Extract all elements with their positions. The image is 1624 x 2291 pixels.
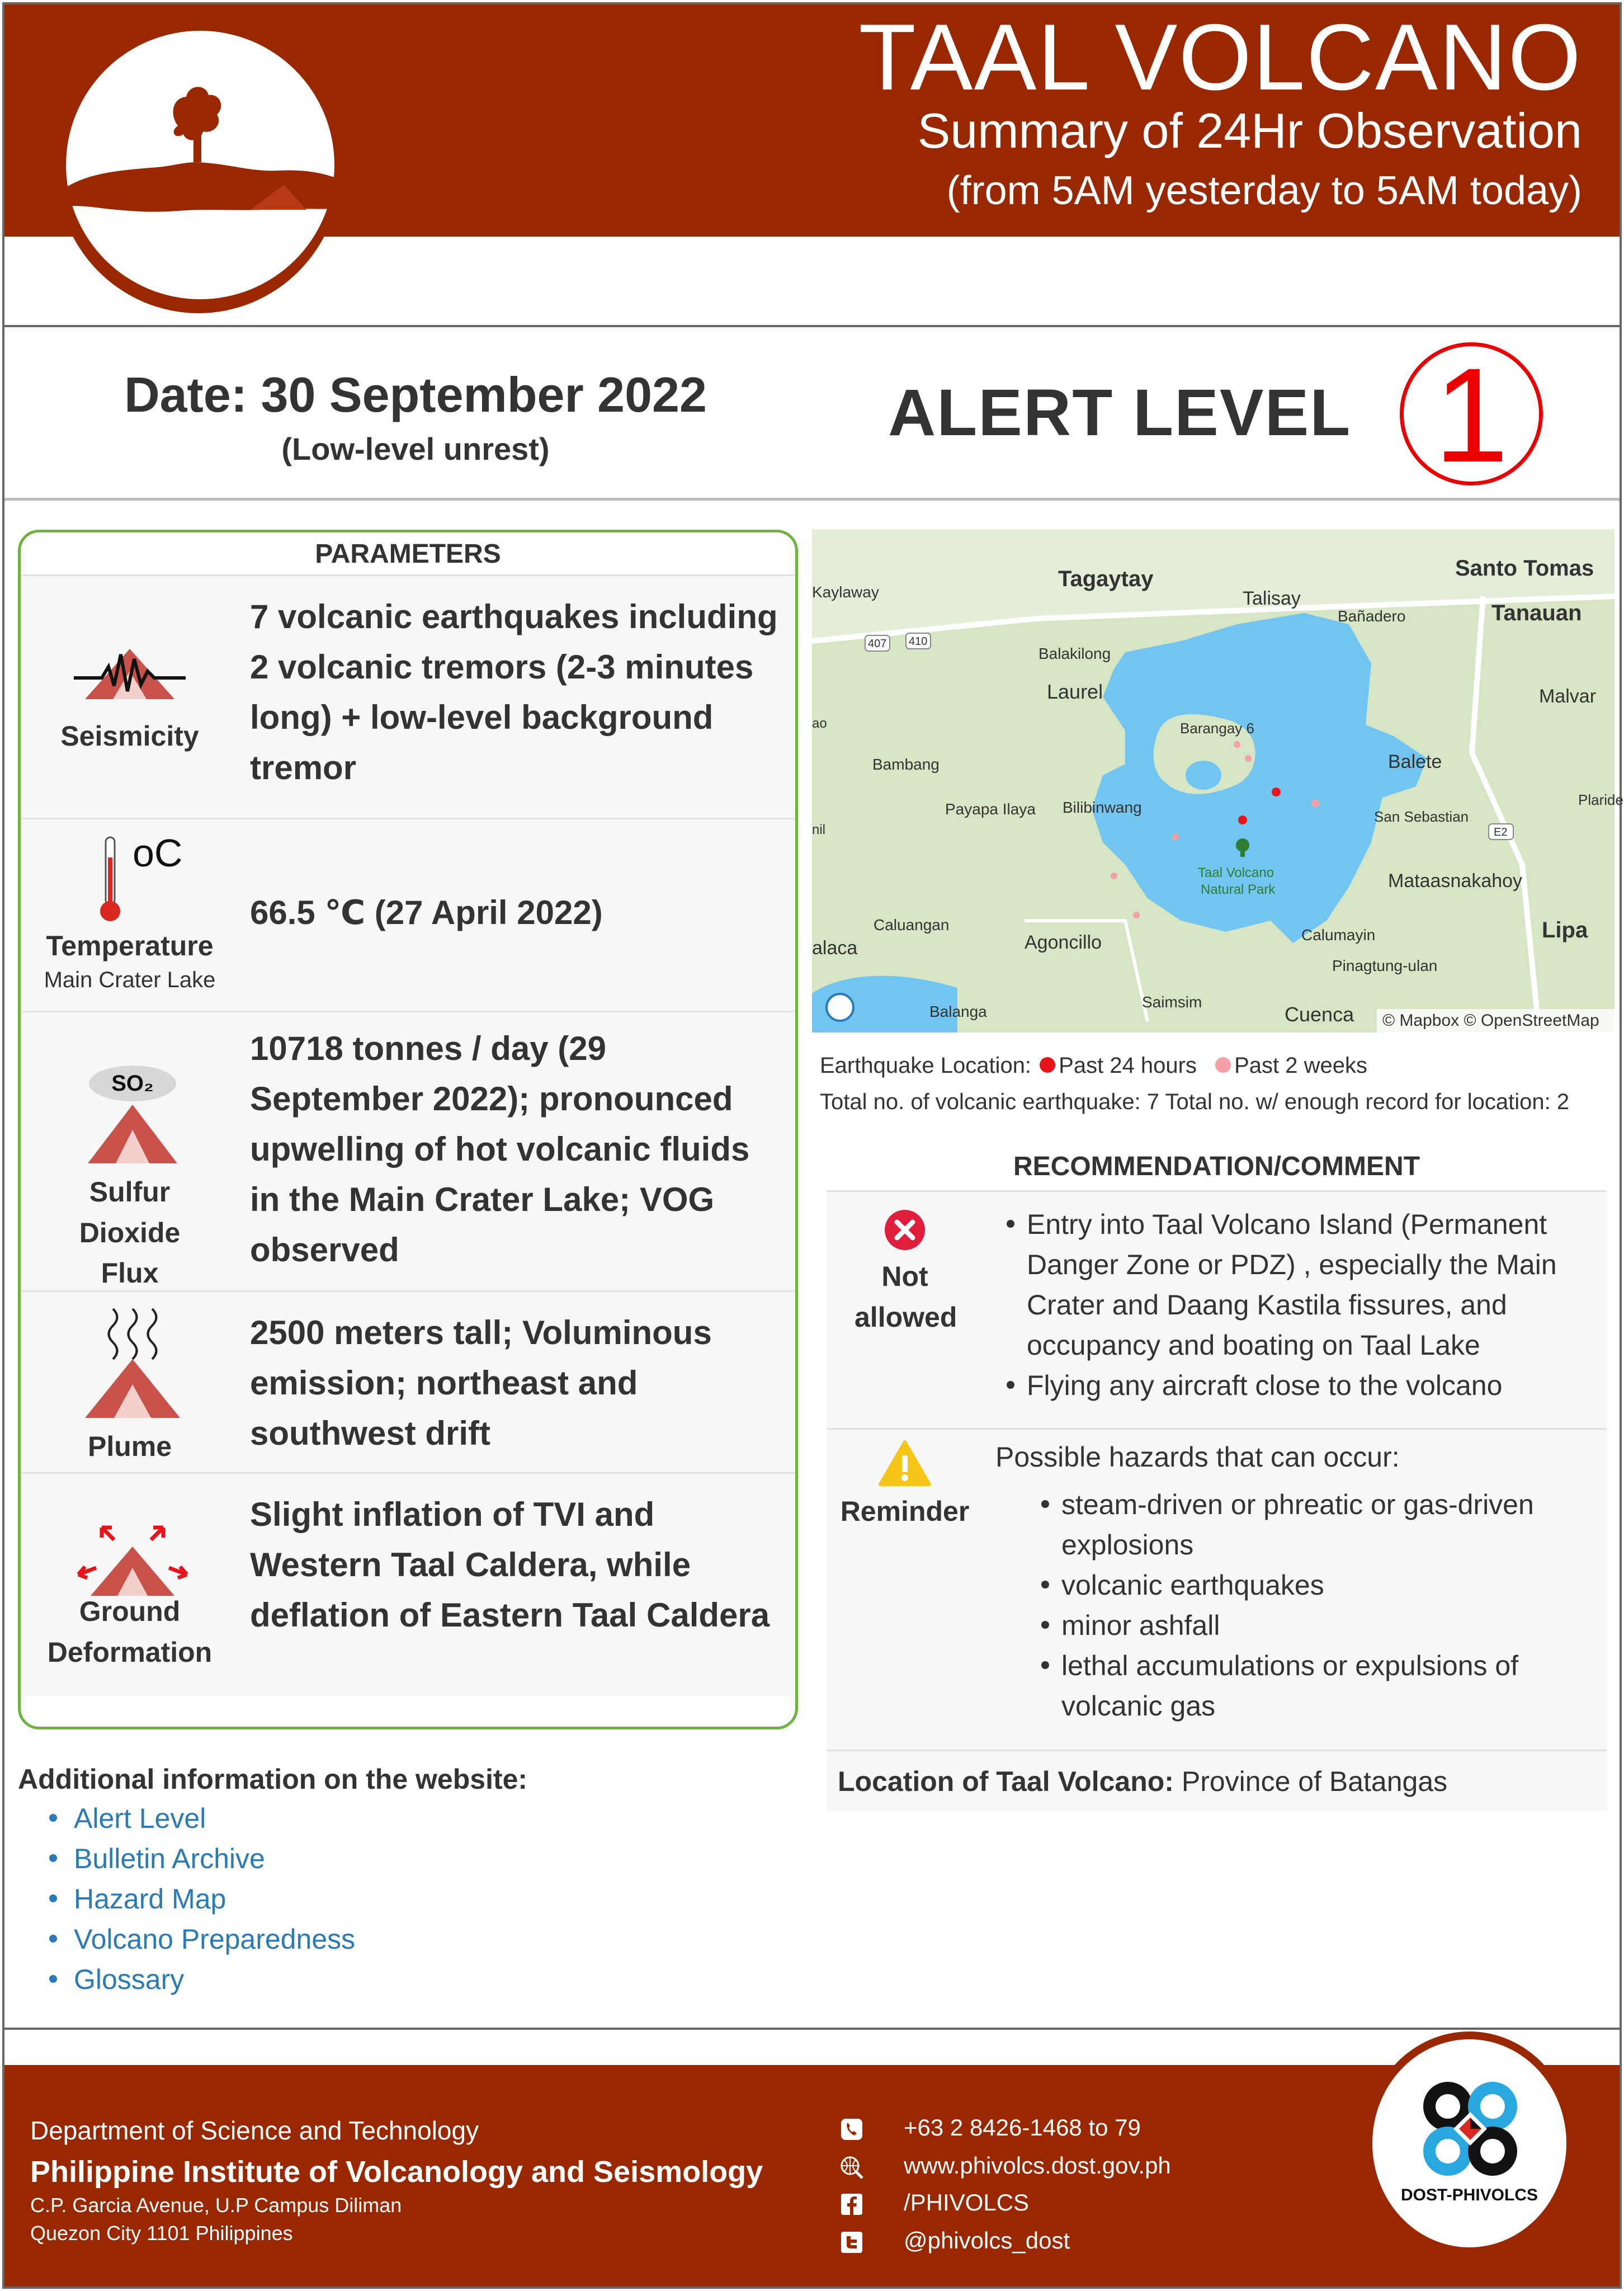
map-label-talisay: Talisay bbox=[1243, 588, 1301, 609]
legend-older-dot bbox=[1215, 1057, 1231, 1073]
map-label-alaca: alaca bbox=[812, 937, 858, 959]
map-label-malvar: Malvar bbox=[1539, 686, 1597, 707]
reminder-row bbox=[827, 1428, 1607, 1750]
map-label-balete: Balete bbox=[1388, 751, 1442, 772]
plume-label: Plume bbox=[87, 1431, 172, 1462]
map-label-balanga: Balanga bbox=[929, 1003, 987, 1020]
dost-phivolcs-logo bbox=[1365, 2031, 1574, 2255]
link-bulletin-archive[interactable]: Bulletin Archive bbox=[45, 1839, 355, 1879]
hazard-item: volcanic earthquakes bbox=[1040, 1565, 1588, 1605]
alert-level-badge bbox=[1400, 340, 1543, 490]
map-label-caluangan: Caluangan bbox=[874, 916, 950, 934]
footer-address-line2: Quezon City 1101 Philippines bbox=[30, 2222, 293, 2245]
footer-logo-text: DOST-PHIVOLCS bbox=[1400, 2186, 1538, 2204]
earthquake-map[interactable] bbox=[812, 529, 1623, 1033]
recommendation-title: RECOMMENDATION/COMMENT bbox=[1013, 1152, 1420, 1181]
bulletin-date: Date: 30 September 2022 bbox=[124, 367, 707, 422]
map-label-laurel: Laurel bbox=[1047, 680, 1103, 703]
map-label-lipa: Lipa bbox=[1542, 918, 1588, 942]
hazard-item: minor ashfall bbox=[1040, 1605, 1588, 1646]
deformation-value: Slight inflation of TVI and Western Taal Caldera, while deflation of Eastern Taal Caldera bbox=[250, 1496, 770, 1634]
map-attribution: © Mapbox © OpenStreetMap bbox=[1382, 1011, 1599, 1030]
so2-label: Sulfur Dioxide Flux bbox=[79, 1176, 181, 1289]
ground-deformation-icon bbox=[74, 1519, 191, 1597]
twitter-handle: @phivolcs_dost bbox=[904, 2227, 1070, 2254]
earthquake-totals: Total no. of volcanic earthquake: 7 Total no. w/ enough record for location: 2 bbox=[820, 1090, 1570, 1114]
param-so2 bbox=[21, 1011, 795, 1290]
param-deformation bbox=[21, 1472, 795, 1696]
link-hazard-map[interactable]: Hazard Map bbox=[45, 1879, 355, 1919]
date-alert-row bbox=[4, 330, 1620, 501]
seismograph-icon bbox=[74, 638, 186, 705]
parameters-title: PARAMETERS bbox=[315, 539, 501, 569]
temperature-label: Temperature bbox=[46, 930, 214, 961]
map-road-e2: E2 bbox=[1494, 826, 1508, 838]
plume-value: 2500 meters tall; Voluminous emission; northeast and southwest drift bbox=[250, 1314, 712, 1452]
phone-icon bbox=[839, 2116, 865, 2142]
not-allowed-item: Entry into Taal Volcano Island (Permanent Danger Zone or PDZ) , especially the Main Crater and Daang Kastila fissures, and occupancy and boating on Taal Lake bbox=[1005, 1204, 1587, 1365]
map-label-kaylaway: Kaylaway bbox=[812, 583, 879, 601]
website-url: www.phivolcs.dost.gov.ph bbox=[904, 2152, 1171, 2179]
hazard-item: steam-driven or phreatic or gas-driven explosions bbox=[1040, 1484, 1588, 1565]
warning-icon bbox=[878, 1440, 932, 1487]
temperature-value: 66.5 ℃ (27 April 2022) bbox=[250, 894, 603, 931]
facebook-handle: /PHIVOLCS bbox=[904, 2189, 1030, 2215]
map-label-tanauan: Tanauan bbox=[1491, 601, 1582, 625]
alert-level-number: 1 bbox=[1434, 340, 1509, 490]
seismicity-value: 7 volcanic earthquakes including 2 volcanic tremors (2-3 minutes long) + low-level background tremor bbox=[250, 598, 778, 786]
so2-badge: SO₂ bbox=[111, 1071, 154, 1096]
seismicity-label: Seismicity bbox=[60, 720, 199, 752]
not-allowed-row bbox=[827, 1190, 1607, 1428]
map-label-calumayin: Calumayin bbox=[1301, 926, 1376, 944]
phone-number: +63 2 8426-1468 to 79 bbox=[904, 2114, 1141, 2141]
plume-icon bbox=[79, 1303, 186, 1421]
map-legend bbox=[820, 1053, 1367, 1078]
footer-address-line1: C.P. Garcia Avenue, U.P Campus Diliman bbox=[30, 2194, 402, 2217]
param-temperature bbox=[21, 818, 795, 1011]
legend-recent-dot bbox=[1040, 1057, 1055, 1073]
twitter-icon bbox=[839, 2229, 865, 2255]
legend-older-label: Past 2 weeks bbox=[1234, 1053, 1368, 1078]
page-subtitle: Summary of 24Hr Observation bbox=[917, 103, 1582, 158]
param-plume bbox=[21, 1290, 795, 1472]
map-label-barangay6: Barangay 6 bbox=[1180, 720, 1254, 737]
volcano-island-icon bbox=[66, 31, 334, 299]
page-title: TAAL VOLCANO bbox=[858, 4, 1582, 110]
map-label-park-line2: Natural Park bbox=[1201, 882, 1276, 897]
hazard-intro: Possible hazards that can occur: bbox=[995, 1441, 1400, 1473]
prohibited-icon bbox=[884, 1209, 926, 1251]
additional-info-title: Additional information on the website: bbox=[18, 1764, 528, 1795]
alert-level-label: ALERT LEVEL bbox=[888, 376, 1352, 450]
map-road-410: 410 bbox=[909, 635, 928, 648]
legend-prefix: Earthquake Location: bbox=[820, 1053, 1032, 1078]
map-label-plaride: Plaride bbox=[1578, 791, 1623, 808]
facebook-icon bbox=[839, 2191, 865, 2217]
map-road-407: 407 bbox=[868, 638, 887, 650]
temperature-sublabel: Main Crater Lake bbox=[44, 968, 216, 992]
param-seismicity bbox=[21, 574, 795, 818]
map-label-pinagtung: Pinagtung-ulan bbox=[1332, 957, 1438, 974]
map-label-banadero: Bañadero bbox=[1338, 607, 1406, 625]
globe-search-icon bbox=[839, 2155, 865, 2180]
hazard-list bbox=[1040, 1484, 1588, 1726]
map-label-park-line1: Taal Volcano bbox=[1198, 865, 1274, 880]
volcano-location bbox=[827, 1750, 1607, 1811]
link-volcano-preparedness[interactable]: Volcano Preparedness bbox=[45, 1919, 355, 1959]
map-label-tagaytay: Tagaytay bbox=[1058, 567, 1154, 591]
volcano-logo-inner bbox=[66, 31, 334, 299]
map-label-mataasnakahoy: Mataasnakahoy bbox=[1388, 870, 1523, 892]
map-label-bambang: Bambang bbox=[872, 756, 940, 773]
map-canvas bbox=[812, 529, 1623, 1033]
not-allowed-label: Not allowed bbox=[855, 1261, 957, 1333]
observation-range: (from 5AM yesterday to 5AM today) bbox=[946, 168, 1582, 213]
map-label-saimsim: Saimsim bbox=[1142, 993, 1202, 1011]
legend-recent-label: Past 24 hours bbox=[1059, 1053, 1197, 1078]
footer-department: Department of Science and Technology bbox=[30, 2116, 479, 2145]
map-label-balakilong: Balakilong bbox=[1038, 645, 1111, 662]
phivolcs-emblem-icon bbox=[1420, 2078, 1521, 2179]
not-allowed-list bbox=[1005, 1204, 1587, 1406]
footer-institute: Philippine Institute of Volcanology and Seismology bbox=[30, 2155, 763, 2189]
hazard-item: lethal accumulations or expulsions of volcanic gas bbox=[1040, 1646, 1588, 1726]
map-label-agoncillo: Agoncillo bbox=[1025, 932, 1102, 953]
map-label-san-sebastian: San Sebastian bbox=[1374, 808, 1469, 825]
not-allowed-item: Flying any aircraft close to the volcano bbox=[1005, 1365, 1587, 1406]
map-label-ao: ao bbox=[812, 716, 827, 731]
location-label: Location of Taal Volcano: bbox=[838, 1766, 1174, 1797]
reminder-label: Reminder bbox=[840, 1496, 970, 1527]
location-value: Province of Batangas bbox=[1173, 1766, 1448, 1797]
so2-value: 10718 tonnes / day (29 September 2022); pronounced upwelling of hot volcanic fluids in the Main Crater Lake; VOG observed bbox=[250, 1030, 750, 1269]
link-glossary[interactable]: Glossary bbox=[45, 1959, 355, 2000]
parameters-panel bbox=[18, 530, 798, 1729]
map-label-cuenca: Cuenca bbox=[1285, 1003, 1354, 1026]
website-links bbox=[45, 1798, 355, 2000]
map-label-nil: nil bbox=[812, 822, 826, 837]
map-label-payapa: Payapa Ilaya bbox=[945, 800, 1036, 818]
celsius-unit: oC bbox=[133, 831, 183, 875]
thermometer-icon bbox=[96, 835, 124, 925]
unrest-note: (Low-level unrest) bbox=[281, 431, 550, 466]
link-alert-level[interactable]: Alert Level bbox=[45, 1798, 355, 1839]
footer-divider bbox=[4, 2028, 1620, 2030]
map-label-bilibinwang: Bilibinwang bbox=[1063, 799, 1142, 816]
map-label-santo-tomas: Santo Tomas bbox=[1455, 556, 1594, 581]
deformation-label: Ground Deformation bbox=[47, 1596, 213, 1668]
